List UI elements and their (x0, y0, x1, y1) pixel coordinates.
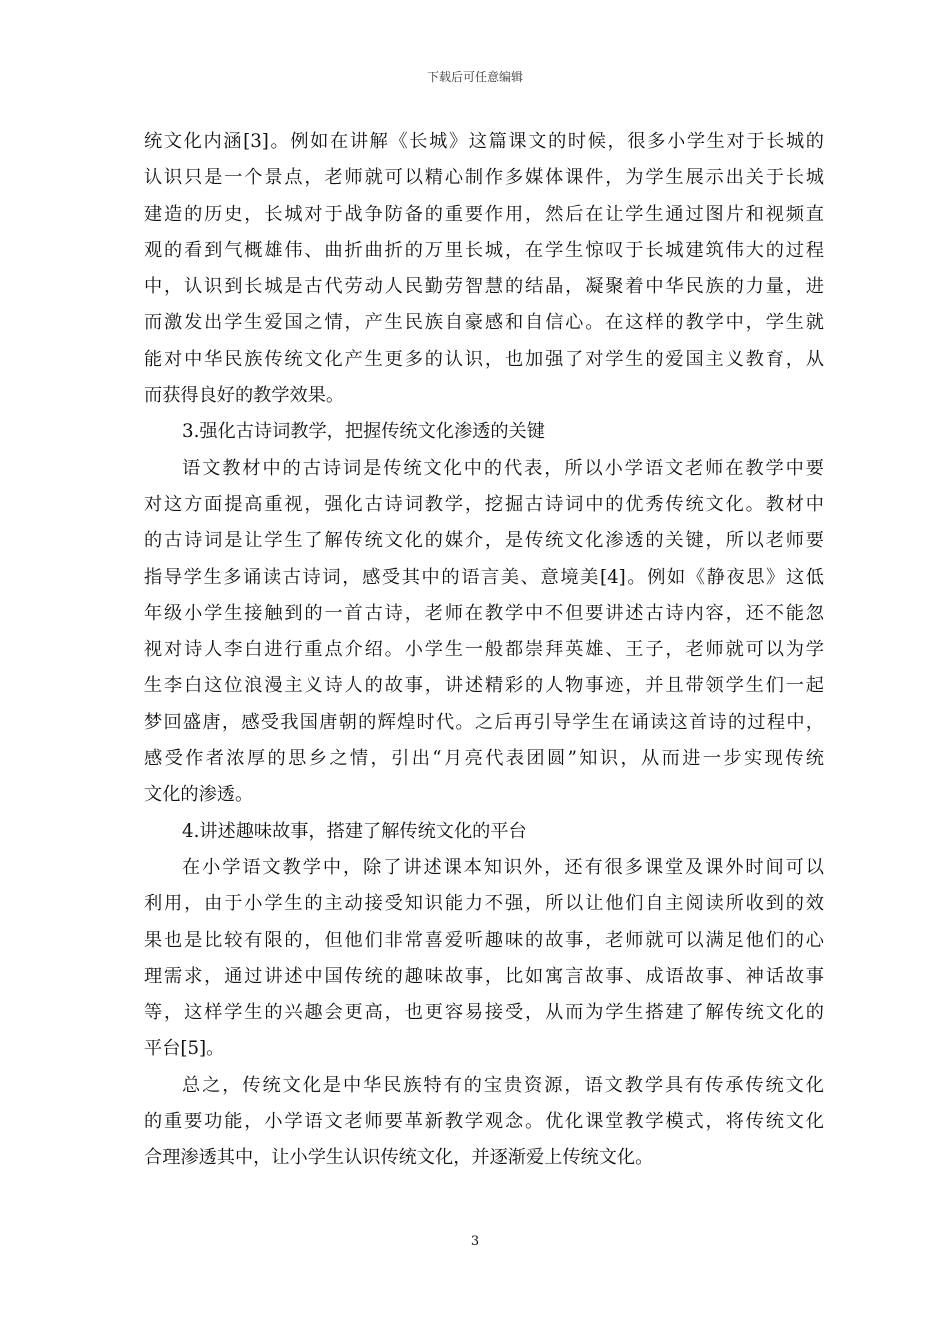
text-line: 等，这样学生的兴趣会更高，也更容易接受，从而为学生搭建了解传统文化的 (144, 1002, 824, 1024)
text-line: 视对诗人李白进行重点介绍。小学生一般都崇拜英雄、王子，老师就可以为学 (144, 639, 824, 661)
text-line: 生李白这位浪漫主义诗人的故事，讲述精彩的人物事迹，并且带领学生们一起 (144, 675, 824, 697)
text-line: 语文教材中的古诗词是传统文化中的代表，所以小学语文老师在教学中要 (182, 457, 824, 479)
text-line: 指导学生多诵读古诗词，感受其中的语言美、意境美[4]。例如《静夜思》这低 (144, 566, 824, 588)
text-line: 而获得良好的教学效果。 (144, 385, 345, 407)
paragraph-4 (144, 1068, 824, 1177)
text-line: 的重要功能，小学语文老师要革新教学观念。优化课堂教学模式，将传统文化 (144, 1111, 824, 1133)
text-line: 对这方面提高重视，强化古诗词教学，挖掘古诗词中的优秀传统文化。教材中 (144, 493, 824, 515)
document-body (144, 124, 824, 1177)
text-line: 观的看到气概雄伟、曲折曲折的万里长城，在学生惊叹于长城建筑伟大的过程 (144, 239, 824, 261)
text-line: 统文化内涵[3]。例如在讲解《长城》这篇课文的时候，很多小学生对于长城的 (144, 131, 824, 152)
section-heading-3: 3.强化古诗词教学，把握传统文化渗透的关键 (182, 421, 545, 443)
text-line: 梦回盛唐，感受我国唐朝的辉煌时代。之后再引导学生在诵读这首诗的过程中， (144, 711, 824, 733)
text-line: 认识只是一个景点，老师就可以精心制作多媒体课件，为学生展示出关于长城 (144, 167, 824, 189)
paragraph-2 (144, 451, 824, 814)
text-line: 合理渗透其中，让小学生认识传统文化，并逐渐爱上传统文化。 (144, 1147, 654, 1169)
text-line: 中，认识到长城是古代劳动人民勤劳智慧的结晶，凝聚着中华民族的力量，进 (144, 276, 824, 298)
text-line: 感受作者浓厚的思乡之情，引出“月亮代表团圆”知识，从而进一步实现传统 (144, 748, 824, 770)
text-line: 的古诗词是让学生了解传统文化的媒介，是传统文化渗透的关键，所以老师要 (144, 530, 824, 552)
text-line: 理需求，通过讲述中国传统的趣味故事，比如寓言故事、成语故事、神话故事 (144, 965, 824, 987)
text-line: 能对中华民族传统文化产生更多的认识，也加强了对学生的爱国主义教育，从 (144, 348, 824, 370)
paragraph-3 (144, 850, 824, 1068)
paragraph-1 (144, 124, 824, 414)
text-line: 利用，由于小学生的主动接受知识能力不强，所以让他们自主阅读所收到的效 (144, 893, 824, 915)
text-line: 平台[5]。 (144, 1038, 225, 1060)
page-number: 3 (470, 1234, 480, 1249)
text-line: 而激发出学生爱国之情，产生民族自豪感和自信心。在这样的教学中，学生就 (144, 312, 824, 334)
section-heading-4: 4.讲述趣味故事，搭建了解传统文化的平台 (182, 820, 527, 842)
text-line: 建造的历史，长城对于战争防备的重要作用，然后在让学生通过图片和视频直 (144, 203, 824, 225)
page-header: 下载后可任意编辑 (426, 70, 523, 84)
text-line: 总之，传统文化是中华民族特有的宝贵资源，语文教学具有传承传统文化 (182, 1074, 824, 1096)
text-line: 果也是比较有限的，但他们非常喜爱听趣味的故事，老师就可以满足他们的心 (144, 929, 824, 951)
text-line: 在小学语文教学中，除了讲述课本知识外，还有很多课堂及课外时间可以 (182, 856, 824, 878)
text-line: 年级小学生接触到的一首古诗，老师在教学中不但要讲述古诗内容，还不能忽 (144, 602, 824, 624)
text-line: 文化的渗透。 (144, 784, 254, 806)
